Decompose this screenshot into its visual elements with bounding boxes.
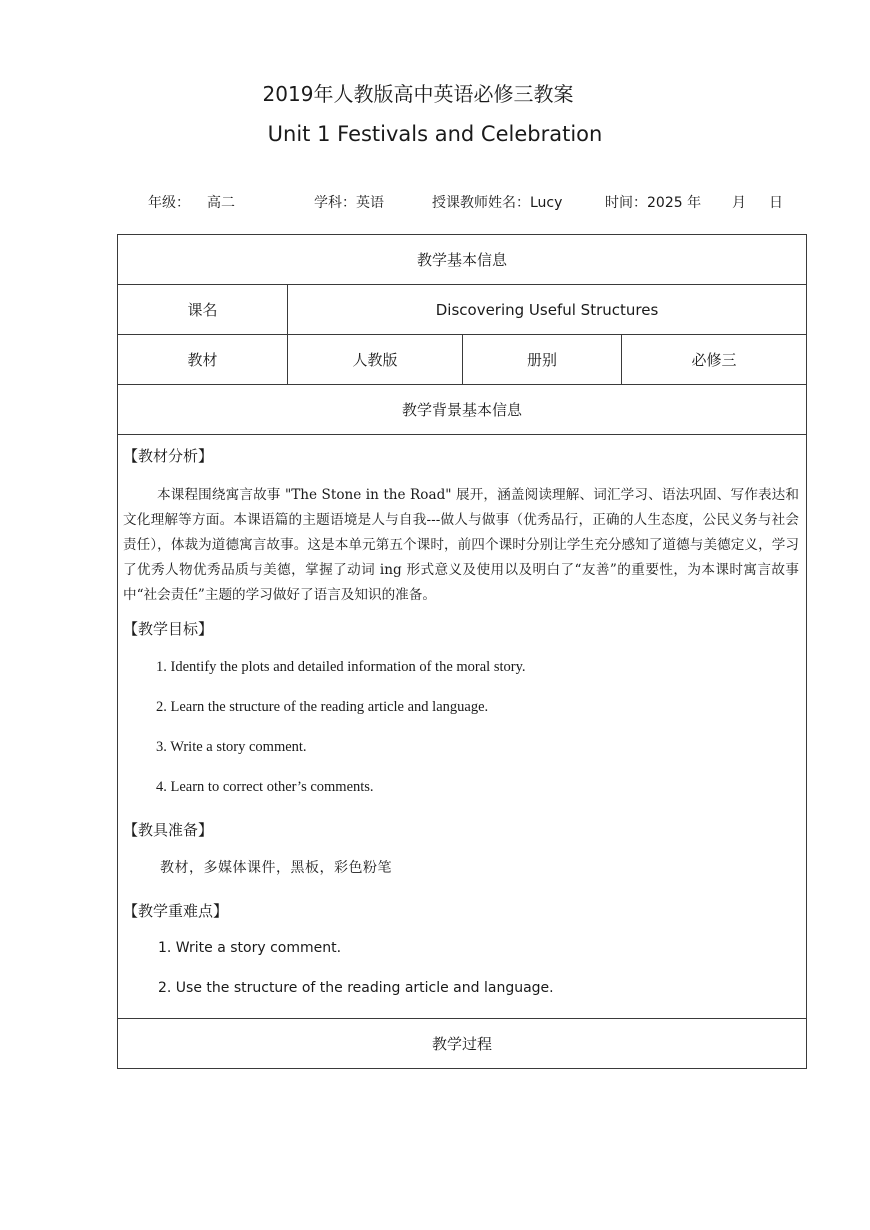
background-content-cell [118,435,807,1019]
keypoints-heading: 【教学重难点】 [123,902,229,920]
subject-field: 学科：英语 [314,195,384,211]
volume-label: 册别 [463,335,622,385]
textbook-value: 人教版 [288,335,463,385]
basic-info-header: 教学基本信息 [118,235,807,285]
teacher-field: 授课教师姓名：Lucy [432,195,563,211]
goal-item: 1. Identify the plots and detailed information of the moral story. [156,659,526,675]
goal-item: 2. Learn the structure of the reading article and language. [156,699,489,715]
goal-item: 4. Learn to correct other’s comments. [156,779,374,795]
grade-value: 高二 [207,195,235,211]
keypoint-item: 2. Use the structure of the reading article and language. [158,980,554,996]
analysis-heading: 【教材分析】 [123,447,214,465]
course-name-value: Discovering Useful Structures [288,285,807,335]
lesson-plan-table [117,234,807,1069]
process-header: 教学过程 [118,1019,807,1069]
background-info-header: 教学背景基本信息 [118,385,807,435]
textbook-label: 教材 [118,335,288,385]
keypoint-item: 1. Write a story comment. [158,940,342,956]
goals-heading: 【教学目标】 [123,620,214,638]
time-field: 时间：2025 年 [605,195,702,211]
analysis-paragraph: 本课程围绕寓言故事 "The Stone in the Road" 展开，涵盖阅读理解、词汇学习、语法巩固、写作表达和文化理解等方面。本课语篇的主题语境是人与自我---做人与做事（优秀品行，正确的人生态度，公民义务与社会责任），体裁为道德寓言故事。这是本单元第五个课时，前四个课时分别让学生充分感知了道德与美德定义，学习了优秀人物优秀品质与美德，掌握了动词 ing 形式意义及使用以及明白了“友善”的重要性，为本课时寓言故事中“社会责任”主题的学习做好了语言及知识的准备。 [123,487,799,603]
goal-item: 3. Write a story comment. [156,739,307,755]
day-label: 日 [769,195,783,211]
month-label: 月 [732,195,746,211]
grade-label: 年级： [148,195,190,211]
tools-text: 教材，多媒体课件，黑板，彩色粉笔 [160,860,392,876]
unit-title: Unit 1 Festivals and Celebration [267,122,603,146]
tools-heading: 【教具准备】 [123,821,214,839]
course-name-label: 课名 [118,285,288,335]
document-title: 2019年人教版高中英语必修三教案 [262,82,574,106]
volume-value: 必修三 [622,335,807,385]
